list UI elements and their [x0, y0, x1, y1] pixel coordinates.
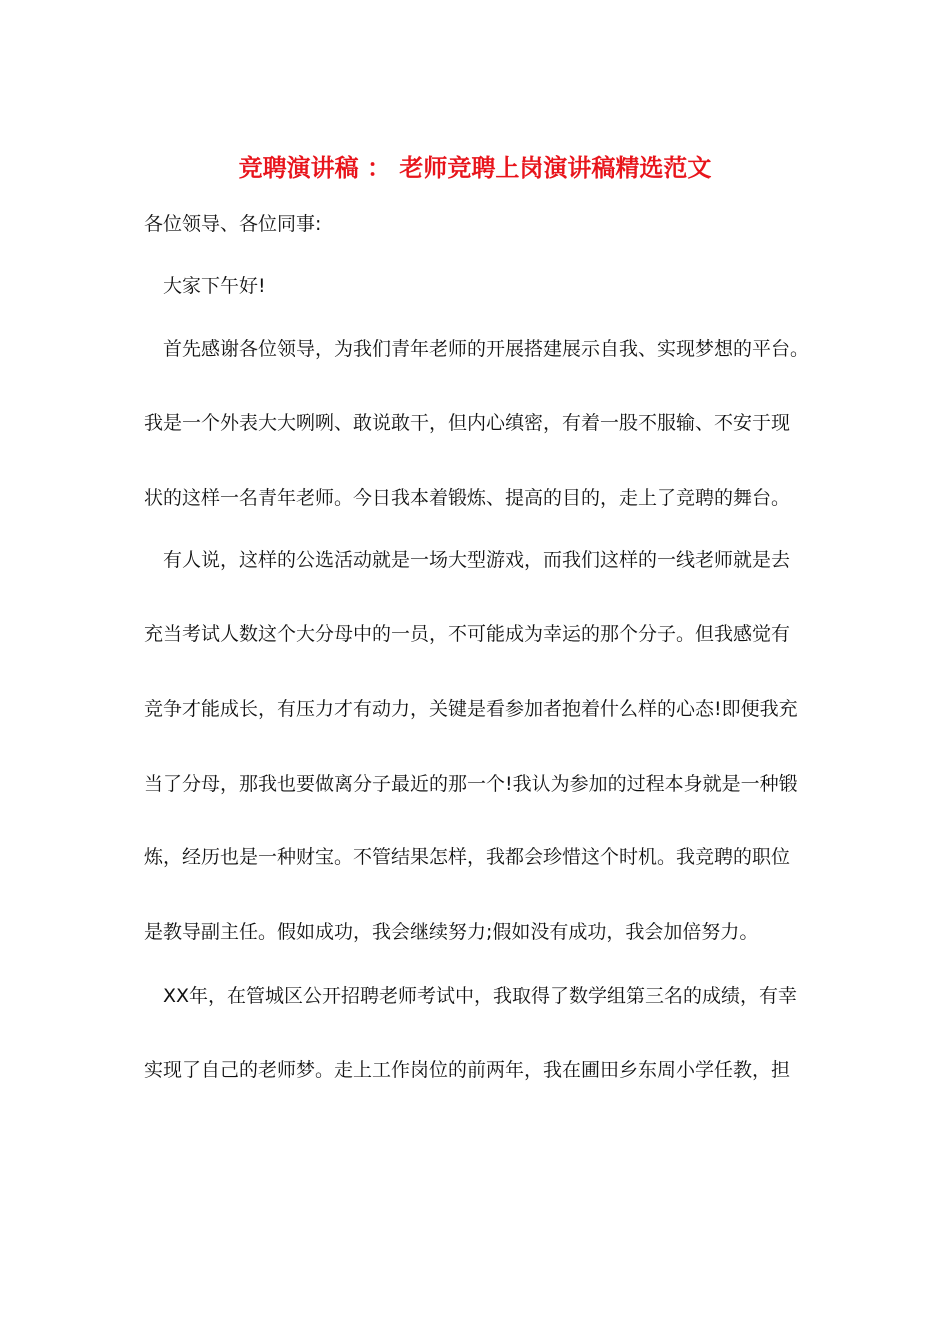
paragraph-line: 充当考试人数这个大分母中的一员，不可能成为幸运的那个分子。但我感觉有: [144, 623, 791, 645]
paragraph-line: 状的这样一名青年老师。今日我本着锻炼、提高的目的，走上了竞聘的舞台。: [144, 487, 791, 509]
paragraph-line: 竞争才能成长，有压力才有动力，关键是看参加者抱着什么样的心态!即便我充: [144, 698, 798, 720]
greeting: 大家下午好!: [163, 275, 266, 297]
paragraph-line: 有人说，这样的公选活动就是一场大型游戏，而我们这样的一线老师就是去: [163, 549, 791, 571]
salutation: 各位领导、各位同事:: [144, 213, 322, 235]
paragraph-line: 是教导副主任。假如成功，我会继续努力;假如没有成功，我会加倍努力。: [144, 921, 759, 943]
paragraph-line: XX年，在管城区公开招聘老师考试中，我取得了数学组第三名的成绩，有幸: [163, 985, 798, 1007]
paragraph-line: 当了分母，那我也要做离分子最近的那一个!我认为参加的过程本身就是一种锻: [144, 773, 798, 795]
paragraph-line: 首先感谢各位领导，为我们青年老师的开展搭建展示自我、实现梦想的平台。: [163, 338, 810, 360]
paragraph-line: 我是一个外表大大咧咧、敢说敢干，但内心缜密，有着一股不服输、不安于现: [144, 412, 791, 434]
document-title: 竞聘演讲稿 ： 老师竞聘上岗演讲稿精选范文: [238, 153, 712, 182]
paragraph-line: 实现了自己的老师梦。走上工作岗位的前两年，我在圃田乡东周小学任教，担: [144, 1059, 791, 1081]
paragraph-line: 炼，经历也是一种财宝。不管结果怎样，我都会珍惜这个时机。我竞聘的职位: [144, 846, 791, 868]
